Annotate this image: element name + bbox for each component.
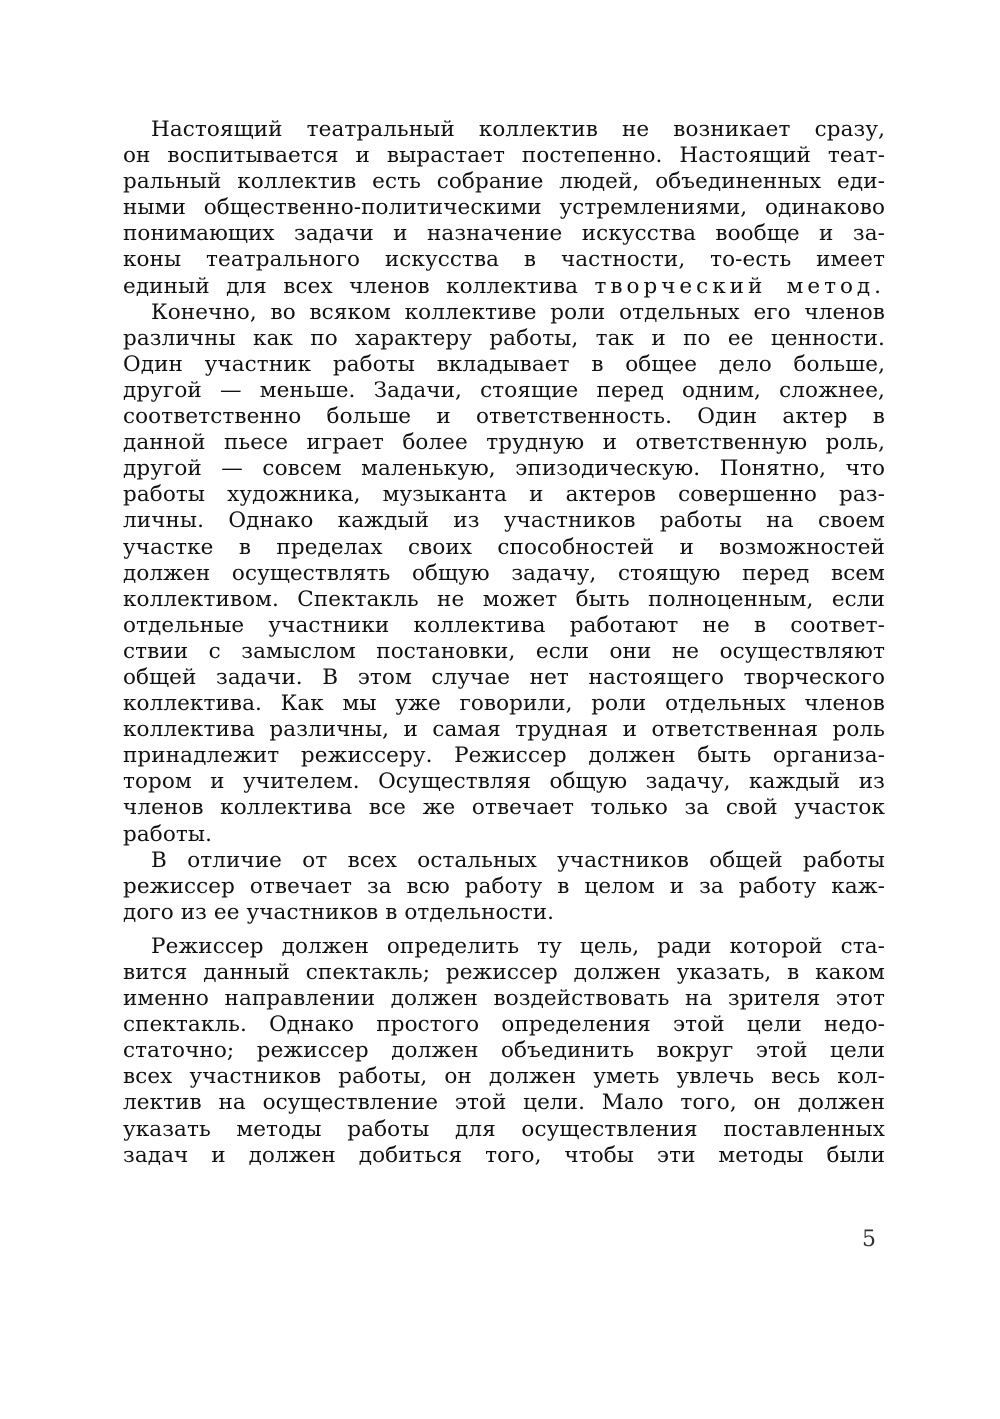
page-number: 5 — [862, 1227, 876, 1252]
text-line: он воспитывается и вырастает постепенно. Настоящий теат- — [123, 143, 885, 169]
text-line: Настоящий театральный коллектив не возникает сразу, — [151, 117, 885, 142]
text-line: указать методы работы для осуществления поставленных — [123, 1116, 885, 1142]
text-line: отдельные участники коллектива работают не в соответ- — [123, 612, 885, 638]
text-line: всех участников работы, он должен уметь увлечь весь кол- — [123, 1064, 885, 1090]
text-line: принадлежит режиссеру. Режиссер должен быть организа- — [123, 743, 885, 769]
text-line: коны театрального искусства в частности, то-есть имеет — [123, 247, 885, 273]
text-line: коллективом. Спектакль не может быть полноценным, если — [123, 586, 885, 612]
text-line: коллектива различны, и самая трудная и ответственная роль — [123, 717, 885, 743]
text-line: тором и учителем. Осуществляя общую задачу, каждый из — [123, 769, 885, 795]
text-line: вится данный спектакль; режиссер должен указать, в каком — [123, 960, 885, 985]
text-line: работы. — [123, 821, 213, 847]
text-line: другой — меньше. Задачи, стоящие перед одним, сложнее, — [123, 377, 885, 403]
emphasized-term: творческий метод. — [594, 273, 885, 299]
text-line: работы художника, музыканта и актеров совершенно раз- — [123, 482, 885, 508]
body-text — [123, 117, 885, 1169]
text-line: ральный коллектив есть собрание людей, объединенных еди- — [123, 169, 885, 195]
text-line: задач и должен добиться того, чтобы эти методы были — [123, 1142, 885, 1168]
text-line: понимающих задачи и назначение искусства вообще и за- — [123, 221, 885, 247]
text-line: должен осуществлять общую задачу, стоящую перед всем — [123, 560, 885, 586]
text-line — [123, 274, 885, 300]
text-line: лектив на осуществление этой цели. Мало того, он должен — [123, 1090, 885, 1116]
text-line: режиссер отвечает за всю работу в целом и за работу каж- — [123, 873, 885, 899]
text-line: Конечно, во всяком коллективе роли отдельных его членов — [151, 299, 885, 325]
text-line: участке в пределах своих способностей и возможностей — [123, 534, 885, 560]
text-line: личны. Однако каждый из участников работы на своем — [123, 508, 885, 534]
paragraph-2 — [123, 300, 885, 848]
text-line: Режиссер должен определить ту цель, ради которой ста- — [151, 933, 885, 959]
text-line: спектакль. Однако простого определения этой цели недо- — [123, 1012, 885, 1038]
text-line: различны как по характеру работы, так и по ее ценности. — [123, 325, 885, 351]
text-line: общей задачи. В этом случае нет настоящего творческого — [123, 664, 885, 690]
text-line: ствии с замыслом постановки, если они не осуществляют — [123, 638, 885, 664]
paragraph-3 — [123, 848, 885, 926]
paragraph-spacer — [123, 926, 885, 934]
text-line: членов коллектива все же отвечает только за свой участок — [123, 795, 885, 821]
text-line: статочно; режиссер должен объединить вокруг этой цели — [123, 1038, 885, 1064]
text-line-prefix: единый для всех членов коллектива — [123, 273, 595, 299]
text-line: дого из ее участников в отдельности. — [123, 899, 555, 925]
text-line: ными общественно-политическими устремлениями, одинаково — [123, 195, 885, 221]
text-line: В отличие от всех остальных участников общей работы — [151, 847, 885, 873]
text-line: другой — совсем маленькую, эпизодическую. Понятно, что — [123, 456, 885, 482]
text-line: именно направлении должен воздействовать на зрителя этот — [123, 986, 885, 1012]
paragraph-1 — [123, 117, 885, 300]
text-line: соответственно больше и ответственность. Один актер в — [123, 404, 885, 430]
paragraph-4 — [123, 934, 885, 1169]
text-line: данной пьесе играет более трудную и ответственную роль, — [123, 430, 885, 456]
text-line: Один участник работы вкладывает в общее дело больше, — [123, 351, 885, 377]
text-line: коллектива. Как мы уже говорили, роли отдельных членов — [123, 691, 885, 717]
